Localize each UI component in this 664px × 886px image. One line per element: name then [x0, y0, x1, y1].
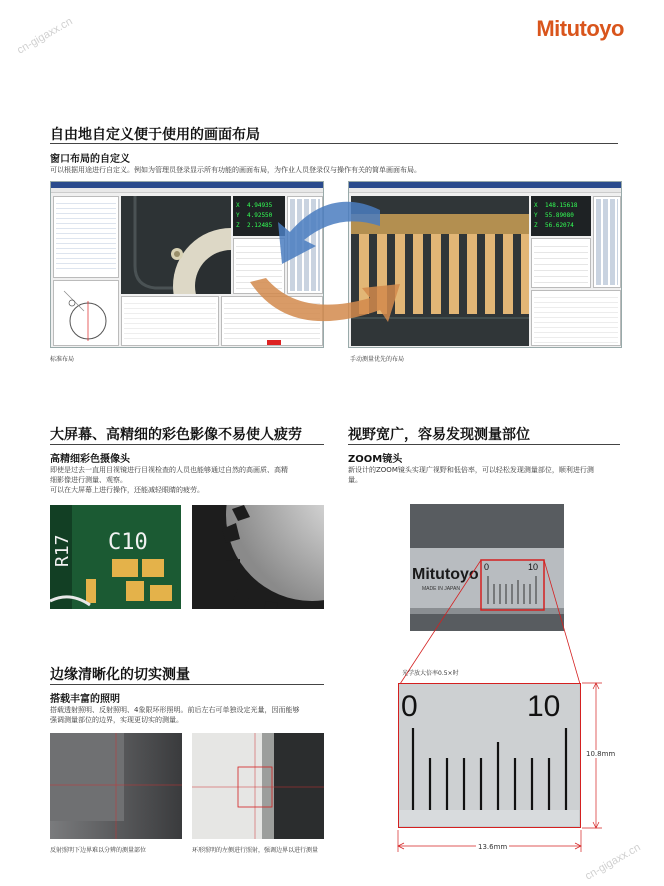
ring-light-photo	[192, 733, 324, 839]
svg-text:Mitutoyo: Mitutoyo	[412, 566, 479, 583]
subhead-color-camera: 高精细彩色摄像头	[50, 454, 130, 465]
height-dimension-label: 10.8mm	[586, 750, 616, 758]
mitutoyo-logo: Mitutoyo	[536, 16, 624, 41]
svg-text:0: 0	[484, 562, 490, 572]
caption-manual-layout: 手动测量优先的布局	[350, 356, 405, 363]
section-title-layout: 自由地自定义便于使用的画面布局	[50, 127, 260, 143]
section-rule	[50, 444, 324, 445]
caption-ring-light: 环形照明的左侧进行照射，强调边界以进行测量	[192, 847, 319, 854]
body-text-color: 即使是过去一直用目视镜进行目视检查的人员也能够通过自然的高画质、高精 细影像进行测量、观察。 可以在大屏幕上进行操作，还能减轻眼睛的疲劳。	[50, 466, 288, 495]
gear-photo	[192, 505, 324, 609]
svg-text:10: 10	[528, 562, 539, 572]
svg-text:0: 0	[401, 690, 418, 723]
zoomed-scale	[398, 683, 581, 828]
camera-view	[121, 196, 231, 294]
counter-display: X 4.94935 Y 4.92550 Z 2.12485	[233, 196, 285, 236]
tree-panel	[53, 196, 119, 278]
subhead-lighting: 搭载丰富的照明	[50, 694, 120, 705]
tool-panel	[531, 238, 591, 288]
svg-text:R17: R17	[52, 534, 73, 567]
zoom-note: 光学放大倍率0.5×时	[402, 670, 459, 677]
section-title-zoom: 视野宽广，容易发现测量部位	[348, 427, 530, 443]
section-rule	[50, 684, 324, 685]
body-text-zoom: 新设计的ZOOM镜头实现广视野和低倍率，可以轻松发现测量部位，顺利进行测 量。	[348, 466, 594, 485]
reflected-light-photo	[50, 733, 182, 839]
section-title-color: 大屏幕、高精细的彩色影像不易使人疲劳	[50, 427, 302, 443]
result-list	[121, 296, 219, 346]
caption-reflected-light: 反射照明下边界难以分辨的测量部位	[50, 847, 147, 854]
caption-standard-layout: 标准布局	[50, 356, 75, 363]
section-rule	[348, 444, 620, 445]
svg-text:MADE IN JAPAN: MADE IN JAPAN	[422, 586, 460, 592]
pcb-photo	[50, 505, 181, 609]
result-list	[531, 290, 621, 346]
svg-text:C10: C10	[108, 530, 148, 555]
section-rule	[50, 143, 618, 144]
svg-text:10: 10	[527, 690, 561, 723]
subhead-zoom-lens: ZOOM镜头	[348, 454, 403, 465]
counter-display: X 148.15618 Y 55.89080 Z 56.62074	[531, 196, 591, 236]
width-dimension-label: 13.6mm	[478, 843, 508, 851]
body-text-edge: 搭载透射照明、反射照明、4象限环形照明。前后左右可单独设定光量，因而能够 强调测量部位的边界，实现更切实的测量。	[50, 706, 300, 725]
section-title-edge: 边缘清晰化的切实测量	[50, 667, 190, 683]
icon-toolbar	[593, 196, 621, 288]
subhead-window-layout: 窗口布局的自定义	[50, 154, 130, 165]
watermark: cn-gigaxx.cn	[583, 841, 643, 883]
watermark: cn-gigaxx.cn	[15, 15, 75, 57]
body-text-layout: 可以根据用途进行自定义。例如为管理员登录显示所有功能的画面布局，为作业人员登录仅与操作有关的简单画面布局。	[50, 166, 421, 174]
switch-layout-arrows-icon	[230, 192, 440, 342]
graphic-panel	[53, 280, 119, 346]
